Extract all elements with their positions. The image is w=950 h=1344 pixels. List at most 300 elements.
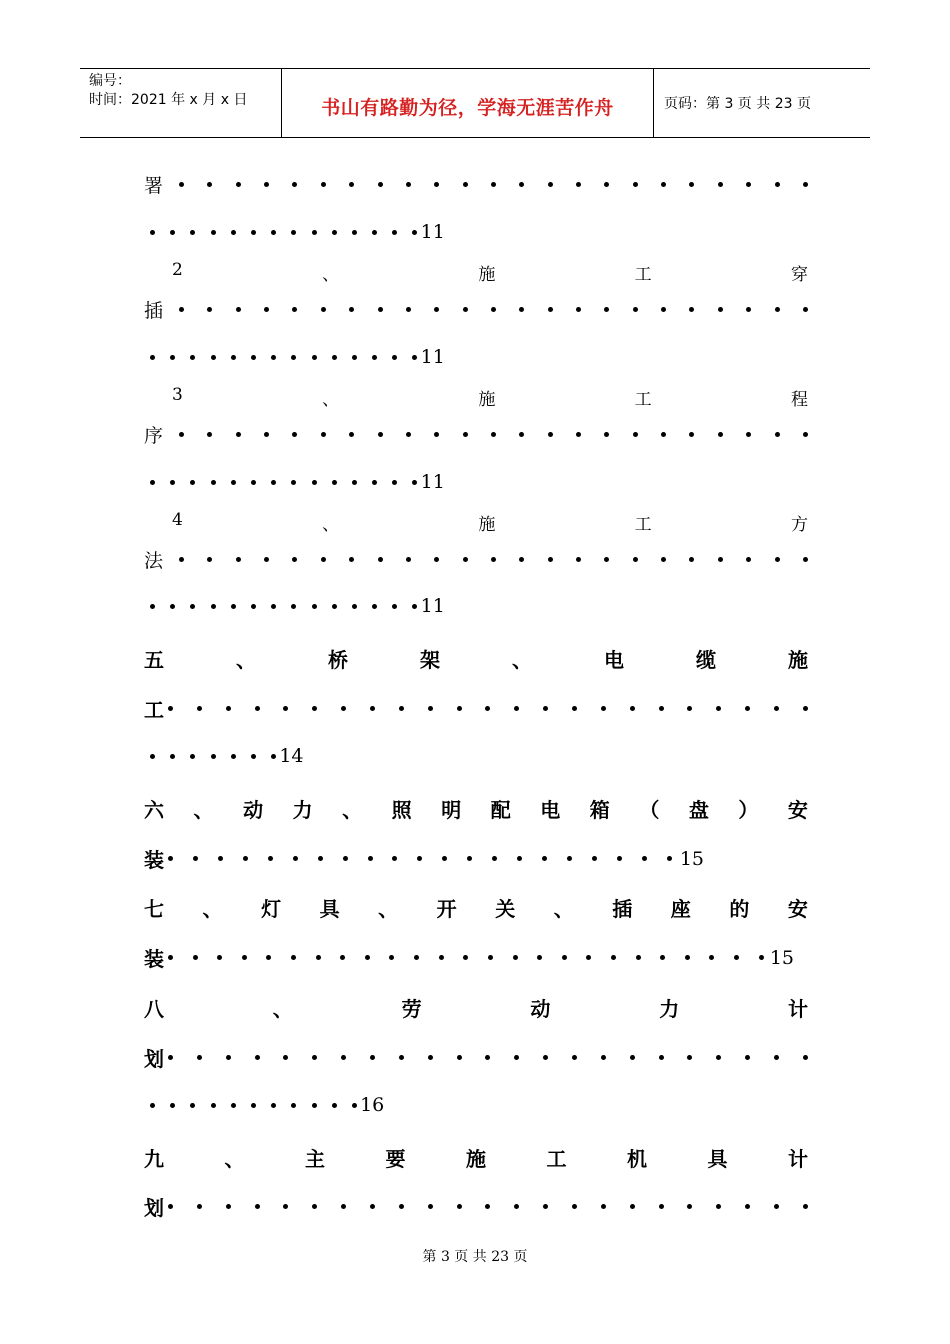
leader-dot <box>316 955 321 960</box>
leader-dot <box>746 307 751 312</box>
toc-entry-2-title <box>172 260 808 285</box>
leader-dot <box>659 1055 664 1060</box>
heading-char: 动 <box>530 997 551 1021</box>
leader-dot <box>378 557 383 562</box>
leader-dot <box>542 856 547 861</box>
leader-dot <box>513 955 518 960</box>
toc-section-8-line2 <box>150 1094 384 1116</box>
leader-dot <box>604 307 609 312</box>
toc-section-7-line1 <box>144 943 794 972</box>
leader-dot <box>266 955 271 960</box>
leader-dot <box>352 1103 357 1108</box>
leader-dot <box>318 856 323 861</box>
toc-entry-3-page: 11 <box>420 471 445 493</box>
leader-dot <box>211 230 216 235</box>
leader-dot <box>370 1204 375 1209</box>
toc-section-6-label: 装 <box>144 848 164 872</box>
toc-section-9-label: 划 <box>144 1196 164 1220</box>
leader-dot <box>428 1055 433 1060</box>
heading-char: 、 <box>224 1147 245 1171</box>
toc-section-8-title <box>144 993 808 1022</box>
toc-entry-2-char: 穿 <box>790 265 808 285</box>
leader-dot <box>576 307 581 312</box>
leader-dot <box>667 856 672 861</box>
leader-dot <box>428 706 433 711</box>
leader-dot <box>463 307 468 312</box>
leader-dot <box>633 432 638 437</box>
heading-char: 、 <box>378 897 399 921</box>
leader-dot <box>168 955 173 960</box>
toc-section-9-line1 <box>144 1192 808 1221</box>
leader-dot <box>349 182 354 187</box>
leader-dot <box>457 1204 462 1209</box>
toc-section-5-title <box>144 644 808 673</box>
leader-dot <box>150 1103 155 1108</box>
toc-entry-2-page: 11 <box>420 346 445 368</box>
heading-char: 机 <box>627 1147 647 1171</box>
heading-char: 箱 <box>589 798 610 822</box>
leader-dot <box>488 955 493 960</box>
leader-dot <box>417 856 422 861</box>
toc-entry-1-page: 11 <box>420 221 445 243</box>
leader-dot <box>718 307 723 312</box>
leader-dot <box>428 1204 433 1209</box>
toc-section-7-label: 装 <box>144 947 164 971</box>
leader-dots <box>168 706 808 711</box>
leader-dot <box>179 182 184 187</box>
toc-section-6-title <box>144 794 808 823</box>
toc-entry-1-line1 <box>144 171 808 198</box>
leader-dot <box>803 1055 808 1060</box>
leader-dot <box>519 307 524 312</box>
toc-entry-3-char: 工 <box>634 390 652 410</box>
leader-dot <box>365 955 370 960</box>
leader-dots <box>179 432 808 437</box>
heading-char: 施 <box>466 1147 486 1171</box>
leader-dot <box>255 1055 260 1060</box>
leader-dot <box>378 182 383 187</box>
header-motto-cell <box>282 69 654 137</box>
leader-dot <box>548 182 553 187</box>
toc-entry-1-line2 <box>150 221 445 243</box>
leader-dot <box>685 955 690 960</box>
leader-dot <box>457 706 462 711</box>
leader-dot <box>207 432 212 437</box>
leader-dot <box>392 480 397 485</box>
leader-dot <box>718 557 723 562</box>
leader-dot <box>352 355 357 360</box>
heading-char: 开 <box>436 897 457 921</box>
leader-dot <box>803 432 808 437</box>
leader-dot <box>687 1055 692 1060</box>
heading-char: 盘 <box>688 798 709 822</box>
leader-dot <box>491 307 496 312</box>
leader-dots <box>168 955 764 960</box>
leader-dot <box>312 1103 317 1108</box>
leader-dot <box>312 1204 317 1209</box>
toc-entry-3-title <box>172 385 808 410</box>
leader-dot <box>190 1103 195 1108</box>
leader-dot <box>179 307 184 312</box>
leader-dot <box>291 604 296 609</box>
leader-dot <box>190 230 195 235</box>
leader-dot <box>775 557 780 562</box>
leader-dot <box>168 1204 173 1209</box>
leader-dot <box>378 307 383 312</box>
heading-char: 的 <box>729 897 750 921</box>
leader-dot <box>576 557 581 562</box>
leader-dot <box>803 706 808 711</box>
leader-dot <box>179 432 184 437</box>
leader-dot <box>264 432 269 437</box>
header-meta <box>80 69 282 137</box>
leader-dot <box>775 182 780 187</box>
leader-dot <box>406 432 411 437</box>
toc-entry-4-line1 <box>144 546 808 573</box>
doc-number-label: 编号： <box>89 73 131 89</box>
leader-dot <box>231 604 236 609</box>
toc-entry-1-label: 署 <box>144 175 164 197</box>
leader-dot <box>548 557 553 562</box>
leader-dot <box>633 182 638 187</box>
leader-dot <box>349 432 354 437</box>
leader-dot <box>321 557 326 562</box>
leader-dot <box>485 706 490 711</box>
heading-char: 计 <box>788 1147 808 1171</box>
leader-dot <box>774 706 779 711</box>
leader-dot <box>803 1204 808 1209</box>
leader-dot <box>514 1204 519 1209</box>
leader-dot <box>687 1204 692 1209</box>
leader-dot <box>226 706 231 711</box>
leader-dot <box>292 557 297 562</box>
leader-dot <box>774 1055 779 1060</box>
toc-entry-2-sep: 、 <box>322 265 340 285</box>
page-footer: 第 3 页 共 23 页 <box>422 1249 528 1265</box>
leader-dot <box>268 856 273 861</box>
leader-dot <box>291 955 296 960</box>
leader-dot <box>604 182 609 187</box>
leader-dots <box>179 182 808 187</box>
leader-dot <box>745 1204 750 1209</box>
leader-dot <box>803 307 808 312</box>
heading-char: 力 <box>292 798 313 822</box>
leader-dot <box>197 1204 202 1209</box>
leader-dot <box>332 355 337 360</box>
heading-char: 插 <box>612 897 633 921</box>
heading-char: ） <box>738 798 759 822</box>
leader-dot <box>689 307 694 312</box>
leader-dot <box>491 432 496 437</box>
leader-dot <box>150 604 155 609</box>
heading-char: 八 <box>144 997 164 1021</box>
toc-entry-3-label: 序 <box>144 425 164 447</box>
heading-char: 七 <box>144 897 164 921</box>
leader-dot <box>168 1055 173 1060</box>
leader-dots <box>179 307 808 312</box>
leader-dot <box>218 856 223 861</box>
heading-char: 灯 <box>261 897 282 921</box>
leader-dot <box>633 307 638 312</box>
heading-char: 电 <box>540 798 561 822</box>
leader-dot <box>572 706 577 711</box>
leader-dot <box>321 307 326 312</box>
leader-dot <box>406 557 411 562</box>
leader-dot <box>150 754 155 759</box>
toc-entry-4-title <box>172 510 808 535</box>
leader-dot <box>168 706 173 711</box>
leader-dot <box>572 1204 577 1209</box>
leader-dot <box>412 480 417 485</box>
leader-dot <box>399 1204 404 1209</box>
leader-dot <box>236 307 241 312</box>
leader-dot <box>197 1055 202 1060</box>
leader-dot <box>745 1055 750 1060</box>
leader-dot <box>716 1204 721 1209</box>
leader-dot <box>150 355 155 360</box>
leader-dot <box>399 706 404 711</box>
leader-dot <box>392 604 397 609</box>
heading-char: 安 <box>787 798 808 822</box>
leader-dot <box>190 355 195 360</box>
leader-dot <box>243 856 248 861</box>
leader-dot <box>392 355 397 360</box>
leader-dot <box>271 480 276 485</box>
leader-dot <box>567 856 572 861</box>
leader-dot <box>190 604 195 609</box>
leader-dot <box>392 856 397 861</box>
toc-entry-4-label: 法 <box>144 550 164 572</box>
leader-dot <box>392 230 397 235</box>
leader-dot <box>349 307 354 312</box>
leader-dot <box>604 557 609 562</box>
leader-dot <box>231 754 236 759</box>
leader-dot <box>271 754 276 759</box>
leader-dot <box>170 1103 175 1108</box>
leader-dot <box>630 1055 635 1060</box>
toc-section-5-page: 14 <box>279 745 304 767</box>
leader-dot <box>170 355 175 360</box>
toc-entry-2-label: 插 <box>144 300 164 322</box>
leader-dot <box>211 754 216 759</box>
leader-dots <box>179 557 808 562</box>
leader-dot <box>775 307 780 312</box>
toc-entry-2-char: 工 <box>634 265 652 285</box>
leader-dot <box>341 1055 346 1060</box>
heading-char: 计 <box>787 997 808 1021</box>
leader-dot <box>434 307 439 312</box>
leader-dot <box>312 230 317 235</box>
leader-dot <box>661 182 666 187</box>
leader-dot <box>211 604 216 609</box>
toc-entry-2-num: 2 <box>172 260 183 280</box>
leader-dot <box>170 604 175 609</box>
leader-dot <box>716 706 721 711</box>
leader-dot <box>179 557 184 562</box>
leader-dot <box>576 432 581 437</box>
leader-dot <box>231 355 236 360</box>
leader-dot <box>774 1204 779 1209</box>
leader-dot <box>514 706 519 711</box>
leader-dot <box>517 856 522 861</box>
leader-dot <box>251 604 256 609</box>
leader-dot <box>352 604 357 609</box>
heading-char: 要 <box>385 1147 406 1171</box>
leader-dot <box>617 856 622 861</box>
toc-entry-3-char: 程 <box>790 390 808 410</box>
leader-dot <box>562 955 567 960</box>
leader-dot <box>642 856 647 861</box>
leader-dot <box>746 557 751 562</box>
leader-dot <box>251 355 256 360</box>
leader-dot <box>660 955 665 960</box>
leader-dot <box>601 1204 606 1209</box>
heading-char: 动 <box>243 798 264 822</box>
leader-dot <box>251 230 256 235</box>
heading-char: 照 <box>391 798 412 822</box>
leader-dot <box>283 1204 288 1209</box>
leader-dot <box>264 557 269 562</box>
heading-char: 、 <box>236 648 256 672</box>
toc-entry-4-char: 方 <box>790 515 808 535</box>
leader-dot <box>283 1055 288 1060</box>
heading-char: 工 <box>546 1147 567 1171</box>
leader-dot <box>775 432 780 437</box>
heading-char: 座 <box>670 897 691 921</box>
leader-dot <box>291 480 296 485</box>
leader-dot <box>406 182 411 187</box>
heading-char: 、 <box>202 897 223 921</box>
toc-entry-4-num: 4 <box>172 510 183 530</box>
leader-dot <box>492 856 497 861</box>
toc-entry-3-num: 3 <box>172 385 183 405</box>
heading-char: 、 <box>553 897 574 921</box>
leader-dot <box>271 1103 276 1108</box>
leader-dot <box>207 182 212 187</box>
leader-dot <box>343 856 348 861</box>
leader-dot <box>412 355 417 360</box>
leader-dot <box>271 355 276 360</box>
leader-dot <box>716 1055 721 1060</box>
leader-dot <box>372 355 377 360</box>
leader-dot <box>293 856 298 861</box>
leader-dot <box>434 182 439 187</box>
leader-dot <box>463 557 468 562</box>
heading-char: （ <box>639 798 660 822</box>
toc-entry-3-sep: 、 <box>322 390 340 410</box>
leader-dot <box>485 1055 490 1060</box>
leader-dot <box>368 856 373 861</box>
leader-dot <box>291 230 296 235</box>
toc-entry-2-char: 施 <box>478 265 496 285</box>
leader-dot <box>207 307 212 312</box>
heading-char: 劳 <box>401 997 422 1021</box>
leader-dot <box>264 182 269 187</box>
heading-char: 施 <box>788 648 808 672</box>
leader-dot <box>231 230 236 235</box>
leader-dot <box>689 432 694 437</box>
leader-dot <box>414 955 419 960</box>
leader-dot <box>170 480 175 485</box>
leader-dot <box>312 355 317 360</box>
heading-char: 缆 <box>696 648 716 672</box>
leader-dot <box>514 1055 519 1060</box>
leader-dot <box>661 557 666 562</box>
toc-section-7-title <box>144 893 808 922</box>
leader-dot <box>193 955 198 960</box>
leader-dot <box>231 1103 236 1108</box>
toc-entry-3-line1 <box>144 421 808 448</box>
toc-entry-3-line2 <box>150 471 445 493</box>
leader-dot <box>611 955 616 960</box>
leader-dot <box>718 432 723 437</box>
leader-dot <box>491 557 496 562</box>
leader-dot <box>803 557 808 562</box>
leader-dot <box>746 432 751 437</box>
leader-dot <box>231 480 236 485</box>
heading-char: 具 <box>319 897 340 921</box>
heading-char: 主 <box>305 1147 325 1171</box>
leader-dot <box>689 557 694 562</box>
page-header <box>80 68 870 138</box>
leader-dot <box>537 955 542 960</box>
leader-dot <box>341 706 346 711</box>
leader-dot <box>439 955 444 960</box>
leader-dot <box>604 432 609 437</box>
leader-dot <box>759 955 764 960</box>
leader-dot <box>572 1055 577 1060</box>
leader-dot <box>399 1055 404 1060</box>
leader-dot <box>734 955 739 960</box>
leader-dot <box>211 480 216 485</box>
leader-dot <box>150 480 155 485</box>
heading-char: 力 <box>659 997 680 1021</box>
leader-dot <box>659 1204 664 1209</box>
leader-dot <box>519 182 524 187</box>
leader-dot <box>211 355 216 360</box>
leader-dot <box>661 432 666 437</box>
doc-time-label: 时间：2021 年 x 月 x 日 <box>89 92 248 108</box>
leader-dot <box>207 557 212 562</box>
leader-dot <box>292 307 297 312</box>
heading-char: 、 <box>193 798 214 822</box>
leader-dot <box>709 955 714 960</box>
leader-dot <box>630 706 635 711</box>
heading-char: 六 <box>144 798 164 822</box>
header-page-cell <box>654 69 870 137</box>
leader-dot <box>251 1103 256 1108</box>
leader-dot <box>442 856 447 861</box>
leader-dot <box>718 182 723 187</box>
leader-dot <box>485 1204 490 1209</box>
leader-dot <box>312 706 317 711</box>
leader-dot <box>601 1055 606 1060</box>
leader-dot <box>745 706 750 711</box>
toc-section-5-line1 <box>144 694 808 723</box>
leader-dot <box>378 432 383 437</box>
leader-dot <box>586 955 591 960</box>
leader-dot <box>687 706 692 711</box>
leader-dot <box>803 182 808 187</box>
leader-dot <box>341 1204 346 1209</box>
leader-dot <box>251 754 256 759</box>
leader-dot <box>412 604 417 609</box>
toc-entry-4-page: 11 <box>420 595 445 617</box>
leader-dot <box>255 1204 260 1209</box>
leader-dot <box>659 706 664 711</box>
leader-dot <box>168 856 173 861</box>
leader-dots <box>168 856 672 861</box>
